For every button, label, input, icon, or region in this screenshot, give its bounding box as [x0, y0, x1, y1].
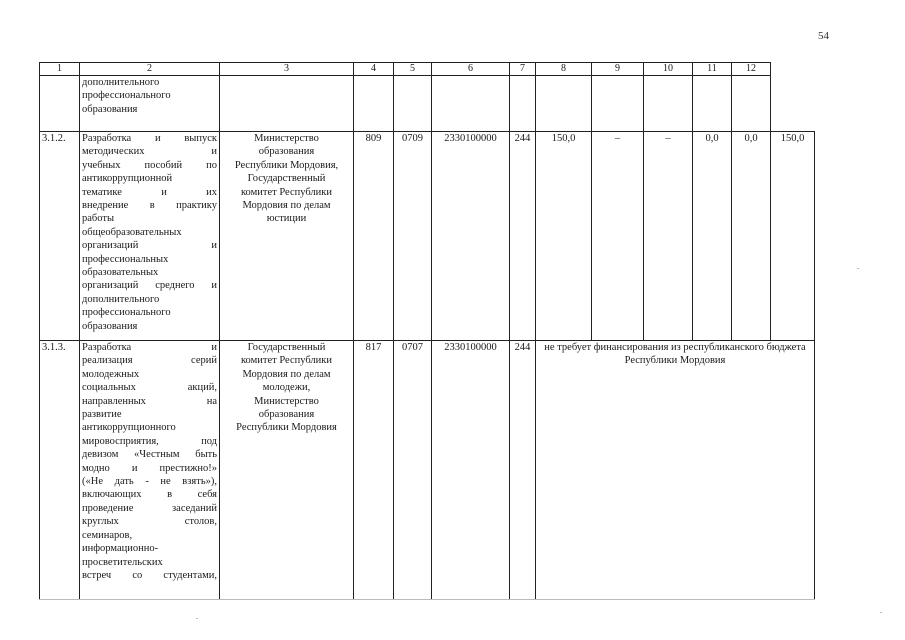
funding-year-5: 150,0 — [771, 132, 815, 341]
grbs-code: 817 — [354, 341, 394, 600]
measure-name-line: Разработка и выпуск — [82, 133, 217, 144]
measure-name-line: образования — [82, 103, 138, 115]
measure-name-line: включающих в себя — [82, 489, 217, 501]
measure-name-line: профессионального — [82, 307, 171, 319]
table-row — [40, 341, 815, 600]
measure-name-line: методических и — [82, 146, 217, 158]
cell — [536, 76, 592, 132]
measure-name-line: молодежных — [82, 368, 140, 380]
header-row — [40, 63, 815, 76]
cell — [644, 76, 693, 132]
measure-name-line: мировосприятия, под — [82, 435, 217, 447]
executor-line: юстиции — [266, 213, 307, 225]
header-cell: 4 — [354, 63, 394, 76]
target-article: 2330100000 — [432, 132, 510, 341]
measure-name-line: профессионального — [82, 90, 171, 102]
executor — [220, 76, 354, 132]
header-cell: 1 — [40, 63, 80, 76]
measure-name — [80, 132, 220, 341]
executor-line: Государственный — [247, 173, 326, 185]
measure-name-line: образования — [82, 320, 138, 332]
header-cell: 12 — [732, 63, 771, 76]
executor-line: образования — [258, 146, 315, 158]
executor — [220, 341, 354, 600]
measure-name-line: («Не дать - не взять»), — [82, 476, 217, 488]
measure-name-line: общеобразовательных — [82, 226, 182, 238]
measure-name-line: социальных акций, — [82, 382, 217, 394]
cell — [510, 76, 536, 132]
executor-line: молодежи, — [262, 382, 311, 394]
measure-name-line: информационно- — [82, 543, 159, 555]
header-cell: 2 — [80, 63, 220, 76]
row-number: 3.1.3. — [40, 341, 80, 600]
executor-line: Министерство — [254, 395, 319, 407]
measure-name-line: работы — [82, 213, 115, 225]
table-row — [40, 132, 815, 341]
executor-line: Республики Мордовия, — [234, 159, 339, 171]
measure-name-line: профессиональных — [82, 253, 169, 265]
measure-name-line: направленных на — [82, 395, 217, 407]
measure-name-line: круглых столов, — [82, 516, 217, 528]
measure-name-line: модно и престижно!» — [82, 462, 217, 474]
measure-name-line: антикоррупционной — [82, 173, 173, 185]
section-code: 0709 — [394, 132, 432, 341]
funding-year-2: – — [644, 132, 693, 341]
measure-name-line: проведение заседаний — [82, 502, 217, 514]
measure-name-line: антикоррупционного — [82, 422, 176, 434]
measure-name-line: дополнительного — [82, 293, 160, 305]
measure-name-line: семинаров, — [82, 529, 133, 541]
executor-line: образования — [258, 409, 315, 421]
section-code: 0707 — [394, 341, 432, 600]
measure-name-line: встреч со студентами, — [82, 569, 217, 581]
measure-name-line: Разработка и — [82, 342, 217, 353]
measure-name-line: девизом «Честным быть — [82, 449, 217, 461]
expense-type: 244 — [510, 341, 536, 600]
executor-line: комитет Республики — [240, 355, 333, 367]
measure-name-line: организаций и — [82, 240, 217, 252]
cell — [354, 76, 394, 132]
cell — [732, 76, 771, 132]
measure-name-line: реализация серий — [82, 355, 217, 367]
header-cell: 11 — [693, 63, 732, 76]
funding-year-3: 0,0 — [693, 132, 732, 341]
target-article: 2330100000 — [432, 341, 510, 600]
funding-year-1: – — [592, 132, 644, 341]
cell — [432, 76, 510, 132]
row-number: 3.1.2. — [40, 132, 80, 341]
header-cell: 5 — [394, 63, 432, 76]
measure-name-line: образовательных — [82, 267, 159, 279]
measure-name-line: учебных пособий по — [82, 159, 217, 171]
measures-table — [39, 62, 815, 600]
expense-type: 244 — [510, 132, 536, 341]
header-cell: 9 — [592, 63, 644, 76]
executor — [220, 132, 354, 341]
scan-speck — [880, 612, 882, 613]
row-number — [40, 76, 80, 132]
executor-line: Мордовия по делам — [242, 200, 331, 212]
executor-line: Республики Мордовия — [236, 422, 337, 434]
header-cell: 3 — [220, 63, 354, 76]
header-cell: 10 — [644, 63, 693, 76]
table-row — [40, 76, 815, 132]
executor-line: Мордовия по делам — [242, 368, 331, 380]
cell — [592, 76, 644, 132]
page-number: 54 — [818, 30, 829, 42]
scan-speck — [196, 618, 198, 619]
cell — [693, 76, 732, 132]
measure-name — [80, 341, 220, 600]
scan-speck — [857, 268, 859, 269]
cell — [394, 76, 432, 132]
funding-year-4: 0,0 — [732, 132, 771, 341]
funding-note: не требует финансирования из республиканского бюджета Республики Мордовия — [536, 341, 815, 600]
measure-name-line: внедрение в практику — [82, 200, 217, 212]
header-cell: 6 — [432, 63, 510, 76]
executor-line: Государственный — [247, 342, 326, 353]
measure-name-line: тематике и их — [82, 186, 217, 198]
measure-name-line: дополнительного — [82, 77, 160, 88]
measure-name — [80, 76, 220, 132]
header-cell: 7 — [510, 63, 536, 76]
measure-name-line: организаций среднего и — [82, 280, 217, 292]
measure-name-line: развитие — [82, 409, 122, 421]
measure-name-line: просветительских — [82, 556, 163, 568]
funding-total: 150,0 — [536, 132, 592, 341]
executor-line: Министерство — [254, 133, 319, 144]
grbs-code: 809 — [354, 132, 394, 341]
header-cell: 8 — [536, 63, 592, 76]
executor-line: комитет Республики — [240, 186, 333, 198]
